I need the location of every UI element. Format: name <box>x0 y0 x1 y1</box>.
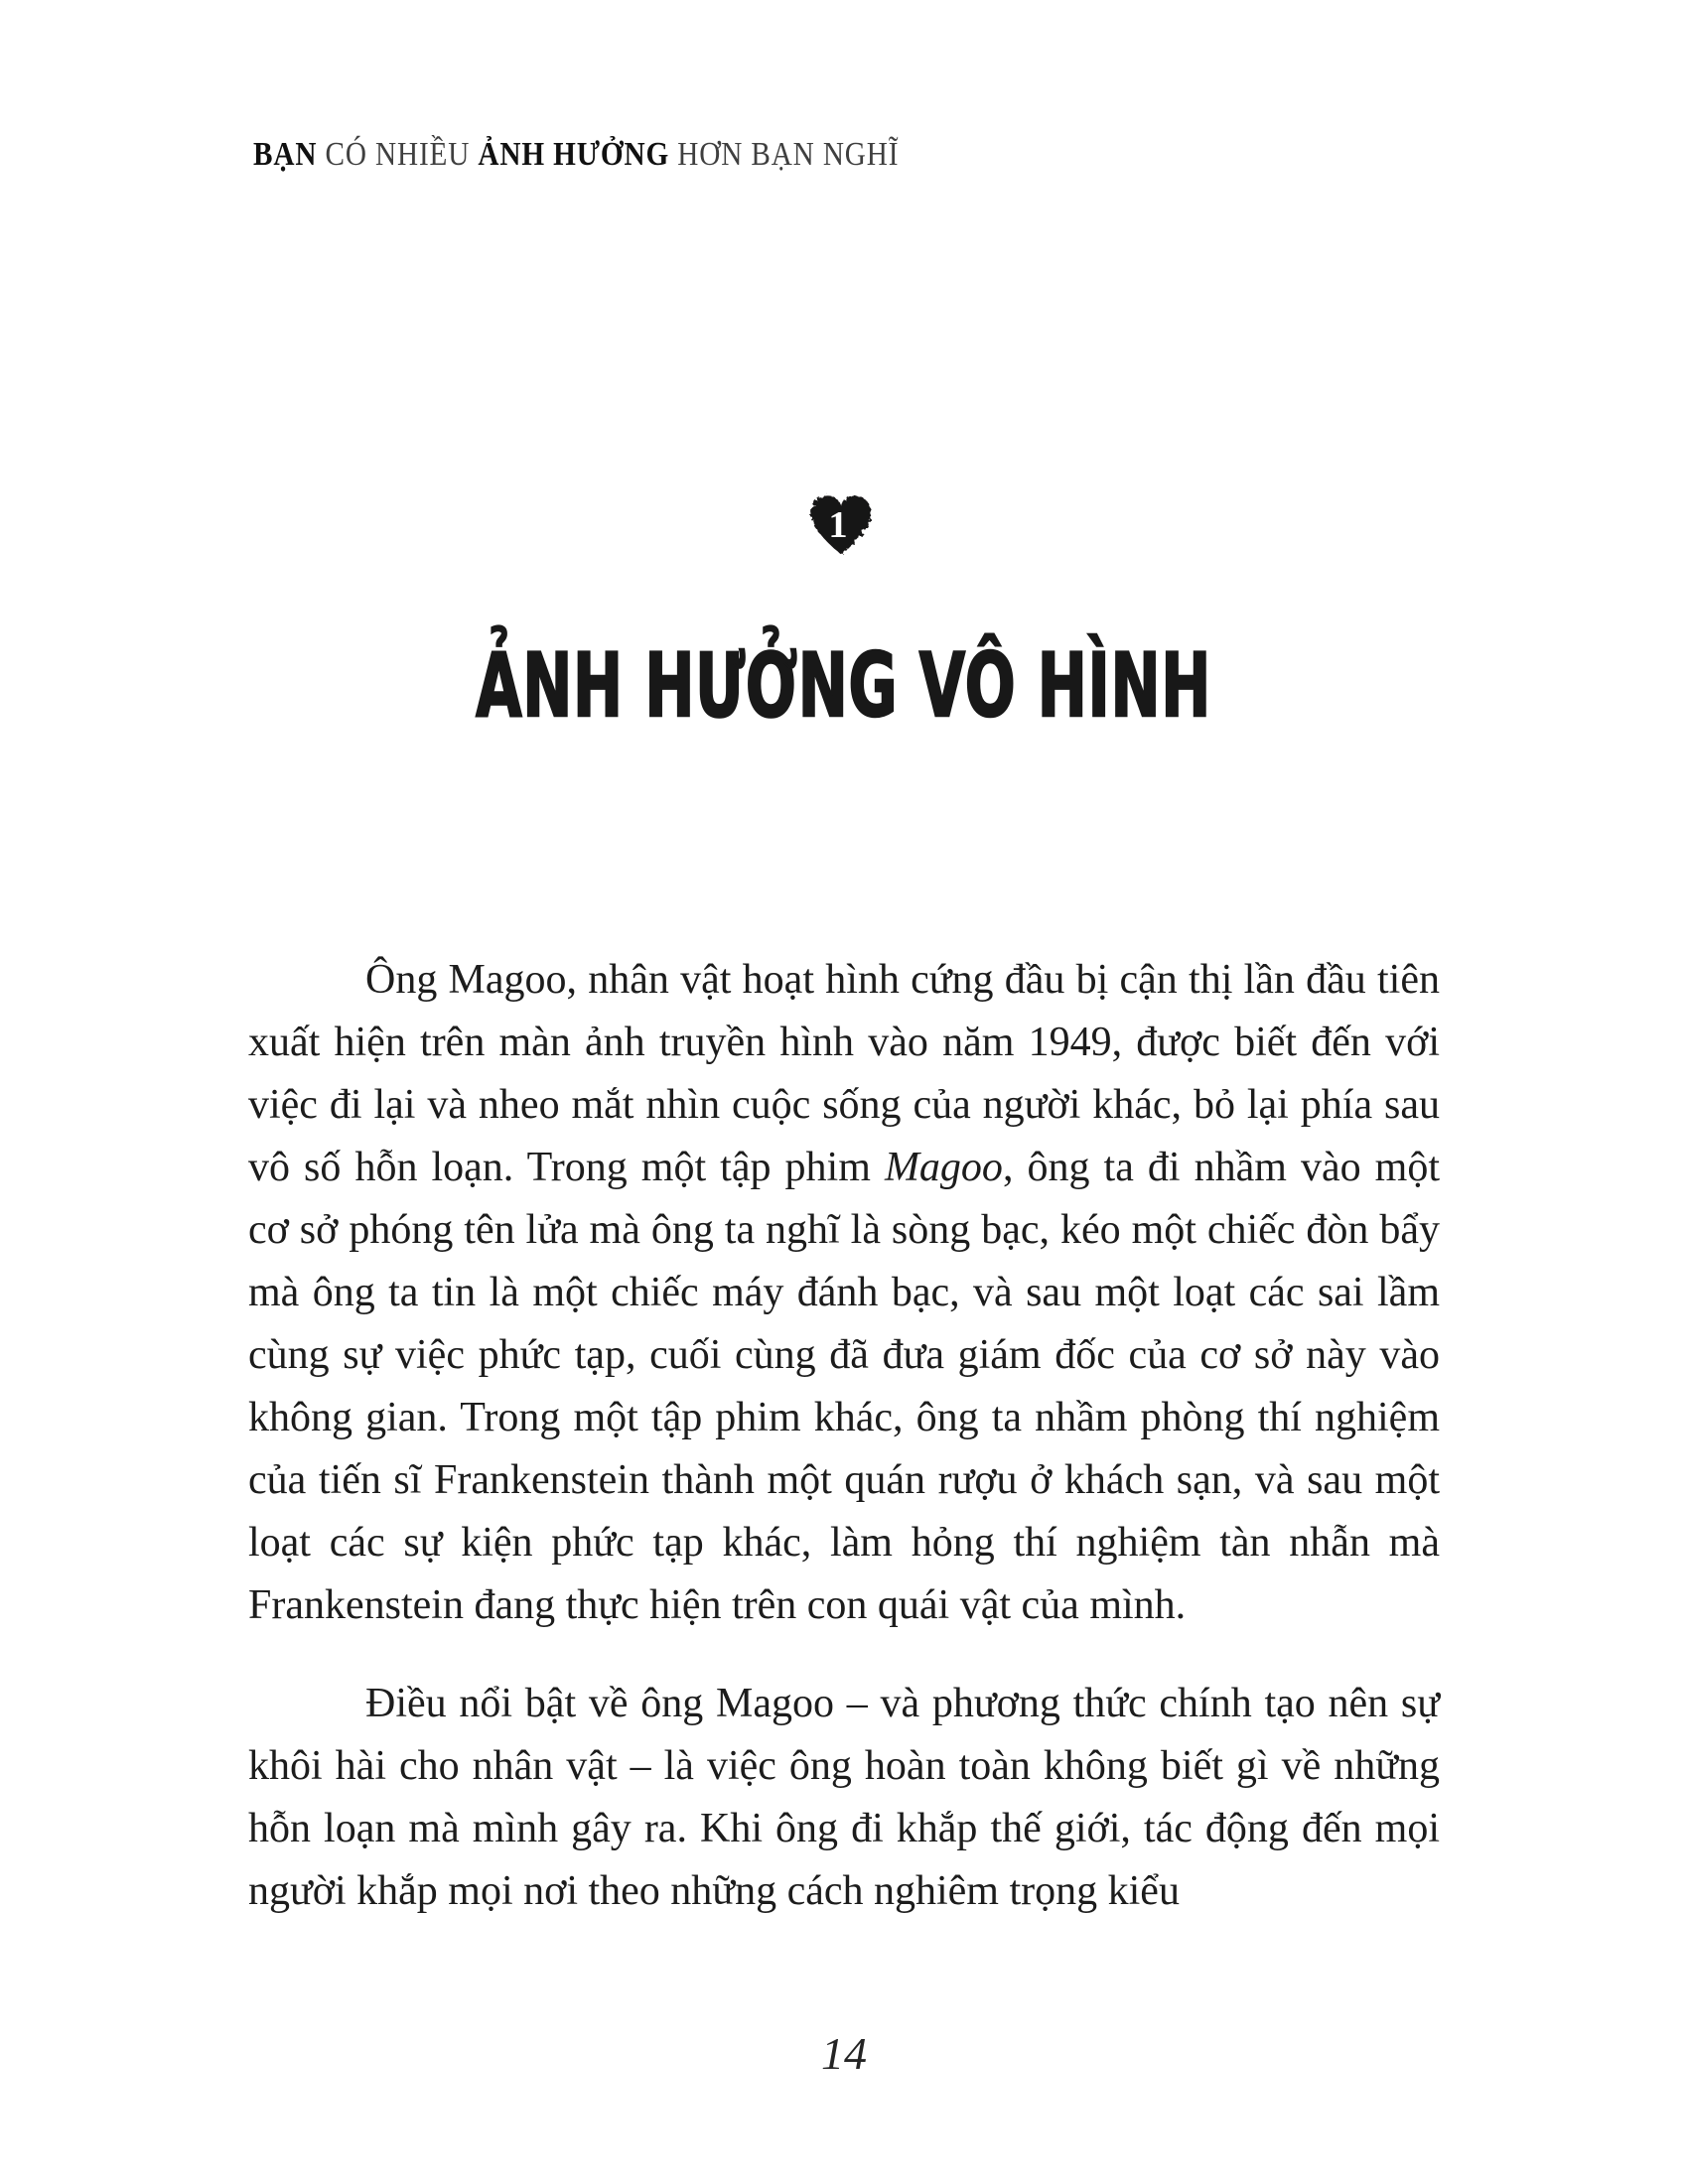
running-header: BẠN CÓ NHIỀU ẢNH HƯỞNG HƠN BẠN NGHĨ <box>253 136 900 173</box>
chapter-heart-icon <box>804 488 878 562</box>
chapter-number: 1 <box>828 503 848 546</box>
paragraph: Ông Magoo, nhân vật hoạt hình cứng đầu bị cận thị lần đầu tiên xuất hiện trên màn ảnh truyền hình vào năm 1949, được biết đến với việc đi lại và nheo mắt nhìn cuộc sống của người khác, bỏ lại phía sau vô số hỗn loạn. Trong một tập phim Magoo, ông ta đi nhầm vào một cơ sở phóng tên lửa mà ông ta nghĩ là sòng bạc, kéo một chiếc đòn bẩy mà ông ta tin là một chiếc máy đánh bạc, và sau một loạt các sai lầm cùng sự việc phức tạp, cuối cùng đã đưa giám đốc của cơ sở này vào không gian. Trong một tập phim khác, ông ta nhầm phòng thí nghiệm của tiến sĩ Frankenstein thành một quán rượu ở khách sạn, và sau một loạt các sự kiện phức tạp khác, làm hỏng thí nghiệm tàn nhẫn mà Frankenstein đang thực hiện trên con quái vật của mình. <box>248 957 1440 1628</box>
chapter-title-text: ẢNH HƯỞNG VÔ HÌNH <box>476 634 1212 737</box>
chapter-title <box>0 634 1688 737</box>
heart-stamp-icon <box>804 488 878 562</box>
body-text <box>248 949 1440 1923</box>
paragraph: Điều nổi bật về ông Magoo – và phương thức chính tạo nên sự khôi hài cho nhân vật – là việc ông hoàn toàn không biết gì về những hỗn loạn mà mình gây ra. Khi ông đi khắp thế giới, tác động đến mọi người khắp mọi nơi theo những cách nghiêm trọng kiểu <box>248 1681 1440 1914</box>
page-number: 14 <box>821 2028 867 2079</box>
